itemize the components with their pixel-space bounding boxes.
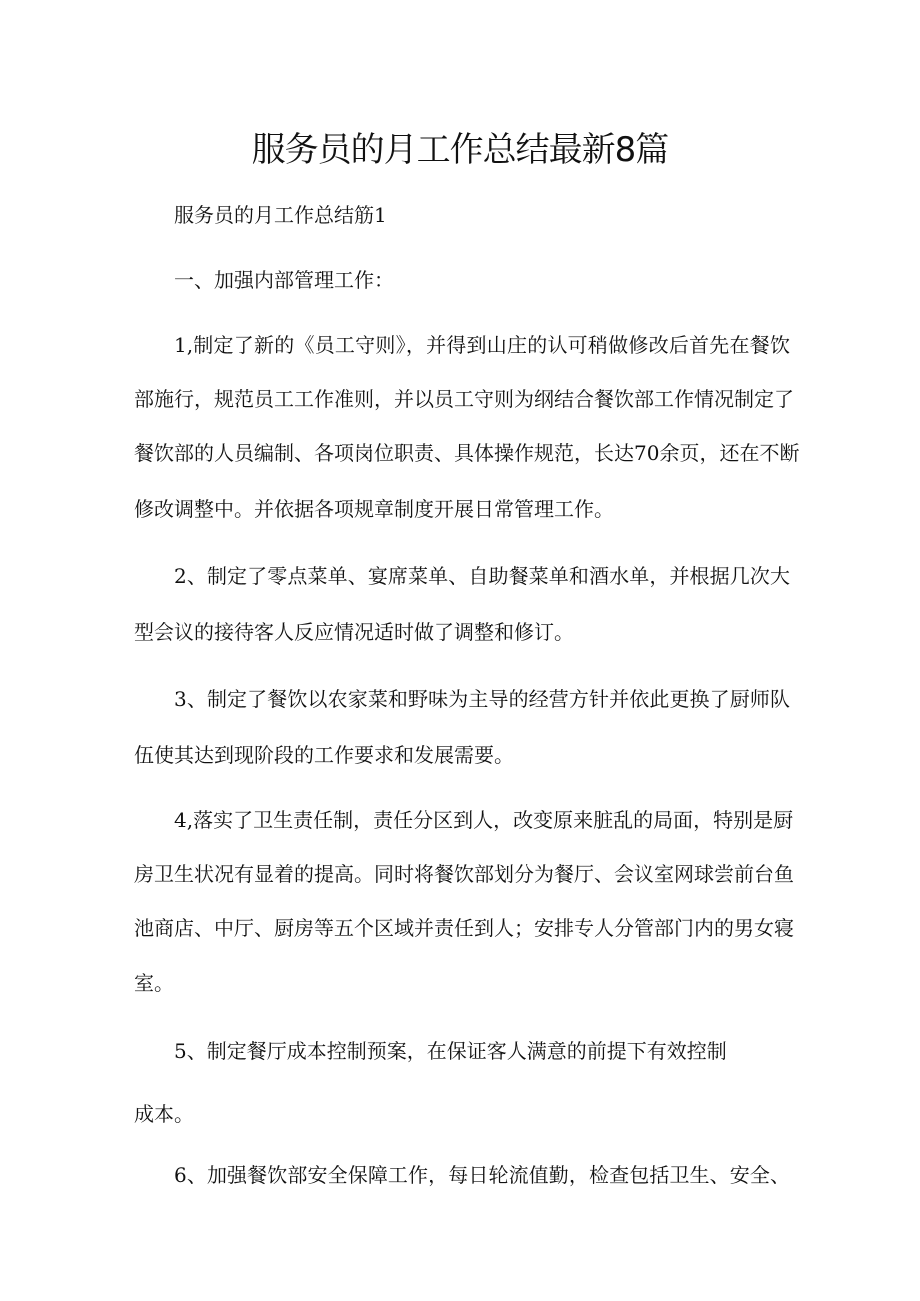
paragraph-line: 型会议的接待客人反应情况适时做了调整和修订。 [134, 620, 574, 644]
paragraph-line: 2、制定了零点菜单、宴席菜单、自助餐菜单和酒水单，并根据几次大 [174, 564, 790, 588]
paragraph-line: 室。 [134, 971, 174, 995]
paragraph-line: 4,落实了卫生责任制，责任分区到人，改变原来脏乱的局面，特别是厨 [174, 808, 794, 832]
paragraph-line: 成本。 [134, 1102, 194, 1126]
paragraph-line: 1,制定了新的《员工守则》，并得到山庄的认可稍做修改后首先在餐饮 [174, 333, 790, 357]
paragraph-line: 房卫生状况有显着的提高。同时将餐饮部划分为餐厅、会议室网球尝前台鱼 [134, 862, 794, 886]
paragraph-line: 伍使其达到现阶段的工作要求和发展需要。 [134, 743, 514, 767]
paragraph-line: 部施行，规范员工工作准则，并以员工守则为纲结合餐饮部工作情况制定了 [134, 387, 794, 411]
paragraph-line: 6、加强餐饮部安全保障工作，每日轮流值勤，检查包括卫生、安全、 [174, 1163, 790, 1187]
document-title: 服务员的月工作总结最新8篇 [251, 130, 669, 170]
paragraph-line: 餐饮部的人员编制、各项岗位职责、具体操作规范，长达70余页，还在不断 [134, 441, 800, 465]
paragraph-line: 3、制定了餐饮以农家菜和野味为主导的经营方针并依此更换了厨师队 [174, 687, 790, 711]
section-heading: 服务员的月工作总结筋1 [174, 203, 387, 227]
subsection-heading: 一、加强内部管理工作： [174, 268, 394, 292]
paragraph-line: 修改调整中。并依据各项规章制度开展日常管理工作。 [134, 497, 614, 521]
paragraph-line: 池商店、中厅、厨房等五个区域并责任到人；安排专人分管部门内的男女寝 [134, 916, 794, 940]
paragraph-line: 5、制定餐厅成本控制预案，在保证客人满意的前提下有效控制 [174, 1039, 727, 1063]
